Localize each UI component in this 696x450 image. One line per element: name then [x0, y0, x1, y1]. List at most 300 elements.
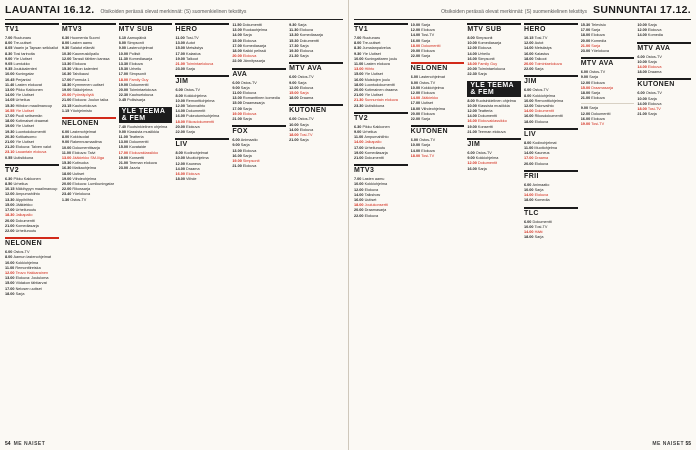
- program-title: Sarja: [534, 188, 544, 193]
- program-title: Elokuva: [591, 80, 605, 85]
- program-time: 8.00: [5, 255, 14, 260]
- program-time: 22.00: [410, 54, 422, 59]
- program-time: 18.00: [118, 77, 130, 82]
- program-title: Sarja: [534, 235, 544, 240]
- program-title: Dokumentti: [532, 219, 552, 224]
- program-title: Sarja: [647, 96, 657, 101]
- channel-heading: MTV3: [354, 164, 408, 175]
- program-time: 19.00: [118, 82, 130, 87]
- program-title: Vaarin ja Tapsan seikkailut: [13, 46, 59, 51]
- program-title: Kuningattaren joulu: [364, 56, 398, 61]
- program-title: Elokuva: [647, 101, 662, 106]
- program-title: Teuvo Hakkarainen: [15, 270, 49, 275]
- program-title: Häät: [534, 230, 543, 235]
- program-title: Kotimaiset draamat: [15, 119, 49, 124]
- program-title: Rikosdokumentti: [186, 119, 215, 124]
- program-time: 19.00: [232, 159, 243, 164]
- program-title: Komediasarja: [364, 150, 388, 155]
- program-title: Lasten aamu: [362, 177, 385, 182]
- program-time: 10.15: [524, 36, 535, 40]
- program-time: 19.00: [5, 124, 16, 129]
- program-title: Ostos-TV: [532, 88, 549, 93]
- program-title: Sarja: [242, 153, 252, 158]
- program-time: 9.00: [232, 85, 241, 90]
- program-title: Tre-uutiset: [13, 41, 32, 46]
- program-title: Tosi-TV: [647, 107, 661, 112]
- program-time: 10.00: [61, 145, 73, 150]
- program-time: 8.00: [524, 140, 533, 145]
- program-listing: [467, 167, 521, 172]
- program-time: 9.05: [5, 62, 14, 67]
- channel-heading: MTV3: [62, 23, 116, 34]
- program-time: 13.30: [289, 33, 300, 38]
- program-time: 11.00: [524, 146, 535, 151]
- program-title: Sarja: [297, 23, 307, 27]
- program-time: 14.00: [524, 46, 535, 51]
- program-time: 20.00: [524, 62, 535, 67]
- program-title: Luontodokumentti: [15, 129, 46, 134]
- program-time: 8.00: [467, 98, 476, 103]
- program-title: Jumalanpalvelus: [362, 46, 391, 51]
- program-time: 7.40: [118, 124, 128, 129]
- listing-column: [637, 23, 691, 439]
- program-time: 12.00: [467, 161, 478, 166]
- program-listing: [467, 130, 521, 135]
- program-time: 16.00: [467, 56, 478, 61]
- program-title: Elokuva: [647, 65, 662, 70]
- program-title: Sarja: [299, 43, 309, 48]
- program-title: Yle Uutiset: [362, 51, 381, 56]
- program-time: 21.00: [580, 96, 592, 101]
- program-time: 23.30: [354, 103, 365, 108]
- program-title: Sarja: [299, 122, 309, 127]
- program-time: 12.00: [5, 270, 16, 275]
- program-time: 21.00: [61, 98, 73, 103]
- program-title: Sarja: [534, 67, 544, 72]
- program-title: Elokuva: [242, 164, 257, 169]
- program-title: Sarja: [647, 23, 657, 27]
- program-listing: [119, 166, 173, 171]
- program-time: 8.00: [524, 93, 533, 98]
- program-title: Kodinohjelmat: [183, 151, 208, 156]
- program-title: Simpsonit: [129, 72, 146, 77]
- channel-heading: JIM: [175, 75, 229, 86]
- program-title: Kauneuskilpailu: [72, 51, 99, 56]
- program-title: Draamasarja: [591, 85, 613, 90]
- program-time: 9.00: [467, 156, 476, 161]
- program-time: 12.00: [410, 91, 422, 96]
- program-time: 6.00: [524, 219, 533, 224]
- channel-heading: MTV AVA: [581, 57, 635, 68]
- program-time: 10.00: [410, 23, 422, 27]
- program-title: Kokkiohjelma: [364, 182, 388, 187]
- program-listing: [637, 112, 691, 117]
- program-listing: [62, 198, 116, 203]
- program-time: 17.00: [410, 101, 422, 106]
- program-title: Elokuva: [534, 161, 549, 166]
- program-title: Komedia: [591, 38, 607, 43]
- program-time: 10.00: [524, 188, 535, 193]
- program-time: 14.00: [637, 101, 648, 106]
- program-title: Dokumentti: [364, 156, 384, 161]
- program-title: Sarja: [421, 54, 431, 59]
- channel-heading: FOX: [232, 125, 286, 136]
- program-time: 10.15: [5, 187, 16, 192]
- program-title: Luontodokumentti: [364, 82, 395, 87]
- program-title: Ostos-TV: [589, 70, 606, 75]
- program-title: Kokkiohjelma: [421, 85, 444, 90]
- magazine-name: ME NAISET: [652, 441, 685, 447]
- program-time: 10.00: [524, 224, 535, 229]
- program-title: Elokuva: [72, 62, 86, 67]
- program-time: 9.00: [61, 140, 71, 145]
- program-listing: [524, 198, 578, 203]
- program-time: 14.00: [175, 166, 187, 171]
- listing-column: [289, 23, 343, 439]
- program-title: Yle Uutiset: [364, 93, 383, 98]
- program-time: 18.00: [637, 107, 648, 112]
- program-time: 21.20: [5, 145, 16, 150]
- program-title: Kokkisodat: [70, 135, 89, 140]
- program-title: Sarja: [240, 85, 250, 90]
- program-time: 8.00: [61, 135, 71, 140]
- program-time: 17.00: [61, 77, 73, 82]
- program-time: 23.00: [175, 67, 187, 72]
- program-time: 8.05: [5, 46, 14, 51]
- program-time: 10.00: [289, 122, 300, 127]
- program-title: Dokumenttisarja: [72, 145, 100, 150]
- program-title: Simpsonit: [242, 159, 260, 164]
- program-time: 14.00: [5, 93, 16, 98]
- program-time: 21.00: [637, 112, 648, 117]
- program-title: Ostos-TV: [297, 75, 314, 80]
- program-title: Urheilu: [477, 51, 490, 56]
- program-listing: [411, 117, 465, 122]
- listing-column: [467, 23, 521, 439]
- program-title: Joulukalenteri: [13, 67, 37, 72]
- program-time: 22.00: [410, 117, 422, 122]
- program-time: 21.00: [354, 93, 365, 98]
- program-listing: [411, 54, 465, 59]
- program-title: Konsertti: [477, 124, 493, 129]
- program-time: 20.00: [354, 88, 365, 93]
- program-time: 13.30: [5, 197, 16, 202]
- divider: [581, 103, 635, 104]
- program-time: 14.05: [5, 98, 16, 103]
- program-listing: [524, 162, 578, 167]
- day-title: LAUANTAI 16.12.: [5, 4, 95, 16]
- program-time: 8.00: [5, 41, 14, 46]
- program-title: Kuvataide: [129, 145, 147, 150]
- program-title: Ostos-TV: [475, 151, 492, 156]
- program-time: 23.00: [580, 49, 592, 54]
- program-title: Kauneus: [186, 161, 202, 166]
- program-time: 14.00: [354, 140, 365, 145]
- program-time: 20.00: [524, 161, 535, 166]
- program-title: Sarja: [647, 112, 657, 117]
- program-title: Komedia: [534, 198, 550, 203]
- program-title: Talvikausi: [72, 72, 89, 77]
- program-title: Lauantain elokuva: [15, 150, 47, 155]
- program-title: Komedia: [647, 33, 663, 38]
- program-title: Teeman elokuva: [129, 161, 157, 166]
- program-title: Lasten aamu: [70, 41, 93, 46]
- program-time: 17.00: [580, 28, 592, 33]
- program-time: 12.00: [580, 111, 592, 116]
- program-title: Sarja: [421, 117, 431, 122]
- program-time: 16.00: [232, 153, 243, 158]
- program-title: Nelosen uutiset: [15, 286, 42, 291]
- program-title: Jännityssarja: [242, 59, 266, 64]
- program-time: 13.00: [5, 276, 16, 281]
- program-time: 21.00: [5, 140, 16, 145]
- program-time: 8.00: [410, 80, 420, 85]
- program-title: Pikku Kakkonen: [13, 176, 41, 181]
- program-time: 9.00: [580, 106, 590, 111]
- channel-heading: MTV SUB: [119, 23, 173, 34]
- program-title: Kauhuelokuva: [72, 103, 97, 108]
- program-time: 14.00: [524, 151, 535, 156]
- program-title: Autot: [186, 41, 195, 46]
- program-title: Tanssii tähtien kanssa: [72, 56, 110, 61]
- left-header: [5, 4, 343, 20]
- program-title: Ampumahiihto: [364, 135, 389, 140]
- program-title: Jääkiekko: [421, 96, 439, 101]
- program-title: Poliisit: [129, 51, 141, 56]
- program-time: 6.30: [354, 124, 363, 129]
- program-time: 15.00: [5, 281, 16, 286]
- program-title: Tosi-TV: [534, 224, 548, 229]
- program-time: 20.00: [232, 54, 243, 59]
- program-time: 16.00: [410, 38, 422, 43]
- program-time: 16.00: [175, 172, 187, 177]
- program-time: 9.00: [580, 75, 590, 80]
- program-title: Urheiluruutu: [15, 228, 37, 233]
- program-time: 14.00: [467, 114, 478, 119]
- program-time: 15.30: [61, 67, 73, 72]
- program-time: 18.00: [5, 119, 16, 124]
- program-title: Sarja: [591, 28, 601, 33]
- program-listing: [524, 235, 578, 240]
- program-time: 9.00: [354, 130, 363, 135]
- program-title: Draamasarja: [242, 101, 265, 106]
- program-title: Sarja: [186, 130, 195, 135]
- program-time: 11.00: [118, 135, 130, 140]
- program-title: Kotikatsomo: [15, 134, 37, 139]
- program-title: Sarja: [421, 143, 431, 148]
- program-title: Family Guy: [129, 77, 149, 82]
- program-listing: [119, 98, 173, 103]
- program-listing: [637, 33, 691, 38]
- program-listing: [5, 156, 59, 161]
- program-listing: [411, 154, 465, 159]
- program-time: 8.00: [61, 41, 71, 46]
- program-title: Muistojen joulu: [364, 77, 390, 82]
- program-time: 14.00: [232, 33, 243, 38]
- program-time: 9.35: [5, 67, 14, 72]
- program-title: Dokumentti: [129, 82, 149, 87]
- program-time: 11.00: [61, 150, 73, 155]
- program-listing: [5, 229, 59, 234]
- program-time: 11.00: [175, 36, 186, 40]
- program-title: Yle Uutiset: [13, 56, 32, 61]
- program-title: Ostos-TV: [13, 250, 30, 255]
- program-time: 14.00: [410, 96, 422, 101]
- program-time: 6.00: [580, 70, 590, 75]
- program-title: Draama: [534, 156, 549, 161]
- program-title: Uutiset: [364, 198, 377, 203]
- program-time: 15.00: [354, 72, 365, 77]
- program-title: Rikossarja: [72, 187, 91, 192]
- program-time: 19.00: [232, 111, 243, 116]
- program-title: Kauhuelokuva: [129, 93, 154, 98]
- program-time: 23.10: [5, 150, 16, 155]
- program-title: Dokumentti: [299, 38, 319, 43]
- program-time: 16.00: [524, 114, 535, 119]
- program-time: 10.00: [524, 98, 535, 103]
- program-title: Ruotsinkielinen ohjelma: [127, 124, 168, 129]
- program-listing: [232, 117, 286, 122]
- program-time: 21.00: [118, 161, 130, 166]
- program-title: Lastenohjelmat: [70, 130, 97, 135]
- program-time: 20.00: [410, 111, 422, 116]
- channel-heading: YLE TEEMA & FEM: [467, 81, 521, 97]
- program-time: 23.00: [118, 166, 130, 171]
- program-time: 16.55: [5, 108, 16, 113]
- program-title: Elokuva: [299, 127, 314, 132]
- program-time: 15.00: [5, 202, 16, 207]
- program-time: 9.00: [118, 46, 128, 51]
- program-time: 14.00: [637, 65, 648, 70]
- program-time: 8.00: [467, 36, 476, 40]
- program-time: 9.30: [61, 46, 71, 51]
- program-title: Toimintaelokuva: [129, 88, 157, 93]
- program-listing: [581, 122, 635, 127]
- right-columns: [354, 23, 691, 439]
- channel-heading: NELONEN: [5, 237, 59, 248]
- program-time: 6.00: [410, 138, 420, 143]
- program-time: 14.00: [289, 127, 300, 132]
- program-title: Kymmenen uutiset: [72, 82, 104, 87]
- program-title: Komediasarja: [242, 43, 267, 48]
- program-title: Elokuva: Talven valot: [15, 145, 52, 150]
- program-title: Elokuva: Joulun taika: [72, 98, 109, 103]
- program-title: Elokuvaklassikko: [477, 119, 507, 124]
- program-time: 21.00: [354, 156, 365, 161]
- program-time: 16.00: [175, 114, 187, 119]
- program-title: Ostos-TV: [419, 80, 436, 85]
- program-time: 21.00: [232, 117, 243, 122]
- program-time: 8.00: [175, 151, 184, 156]
- program-time: 18.00: [410, 43, 422, 48]
- program-time: 7.00: [354, 177, 363, 182]
- program-time: 20.30: [5, 134, 16, 139]
- program-time: 11.00: [5, 265, 16, 270]
- header-note: Otsikoiden perässä olevat merkinnät: (S) suomenkielinen tekstitys: [441, 9, 588, 15]
- program-time: 9.00: [5, 56, 14, 61]
- program-title: Lastenohjelmat: [127, 46, 153, 51]
- program-title: Jalkapallo: [364, 140, 382, 145]
- program-title: Elokuva: [591, 33, 605, 38]
- program-title: Hiihto: [364, 67, 375, 72]
- program-time: 19.00: [175, 56, 187, 61]
- program-title: Elokuva: [299, 85, 314, 90]
- program-title: Huomenta Suomi: [70, 36, 100, 40]
- program-title: Sarja: [240, 143, 250, 148]
- program-title: Matkaohjelma: [72, 166, 97, 171]
- program-time: 13.00: [5, 88, 16, 93]
- program-time: 18.00: [5, 291, 16, 296]
- program-title: Sarja: [242, 33, 252, 38]
- program-time: 22.00: [524, 67, 535, 72]
- channel-heading: YLE TEEMA & FEM: [119, 107, 173, 123]
- program-title: Draamasarja: [364, 208, 387, 213]
- program-time: 10.00: [5, 72, 16, 77]
- program-time: 6.00: [524, 88, 533, 93]
- program-time: 11.50: [232, 23, 243, 27]
- program-time: 20.00: [118, 88, 130, 93]
- program-title: Uutisikkuna: [364, 103, 385, 108]
- program-time: 15.00: [232, 38, 243, 43]
- program-title: Ruokaohjelma: [242, 28, 268, 33]
- program-time: 18.00: [524, 198, 535, 203]
- program-time: 19.00: [354, 150, 365, 155]
- program-title: Salatut elämät: [70, 46, 95, 51]
- program-title: Puoli seitsemän: [15, 114, 43, 119]
- program-time: 19.00: [118, 155, 130, 160]
- listing-column: [62, 23, 116, 439]
- program-title: Ostos-TV: [240, 80, 257, 85]
- program-listing: [467, 72, 521, 77]
- program-time: 22.30: [118, 93, 130, 98]
- program-title: Ruotsinkielinen ohjelma: [475, 98, 516, 103]
- program-time: 18.00: [354, 82, 365, 87]
- program-time: 8.30: [5, 51, 14, 56]
- program-title: Elokuva: [421, 148, 435, 153]
- program-time: 21.00: [580, 43, 592, 48]
- program-time: 21.00: [175, 62, 187, 67]
- program-time: 12.00: [175, 161, 187, 166]
- program-time: 21.00: [467, 129, 478, 134]
- program-title: Elokuva: [242, 54, 257, 59]
- program-time: 6.30: [5, 176, 14, 181]
- program-time: 10.00: [637, 23, 648, 27]
- program-listing: [524, 67, 578, 72]
- program-time: 15.30: [118, 67, 130, 72]
- program-time: 13.00: [61, 156, 73, 161]
- program-time: 15.00: [580, 85, 592, 90]
- program-time: 20.00: [61, 93, 73, 98]
- program-time: 20.00: [467, 67, 478, 72]
- program-title: Viihde: [186, 177, 197, 182]
- program-time: 12.00: [61, 56, 73, 61]
- program-time: 18.00: [637, 70, 648, 75]
- program-title: Toimintaelokuva: [534, 62, 562, 67]
- program-title: Simpsonit: [127, 41, 144, 46]
- program-time: 19.00: [61, 176, 73, 181]
- channel-heading: MTV AVA: [289, 62, 343, 73]
- program-time: 7.00: [5, 36, 14, 40]
- program-time: 13.00: [232, 148, 243, 153]
- program-time: 9.30: [354, 51, 363, 56]
- right-header: [354, 4, 691, 20]
- program-time: 14.00: [354, 192, 365, 197]
- program-title: Komediasarja: [299, 33, 323, 38]
- program-time: 18.00: [580, 33, 592, 38]
- program-time: 13.00: [175, 41, 187, 46]
- program-title: Kokkiohjelma: [532, 93, 556, 98]
- listing-column: [411, 23, 465, 439]
